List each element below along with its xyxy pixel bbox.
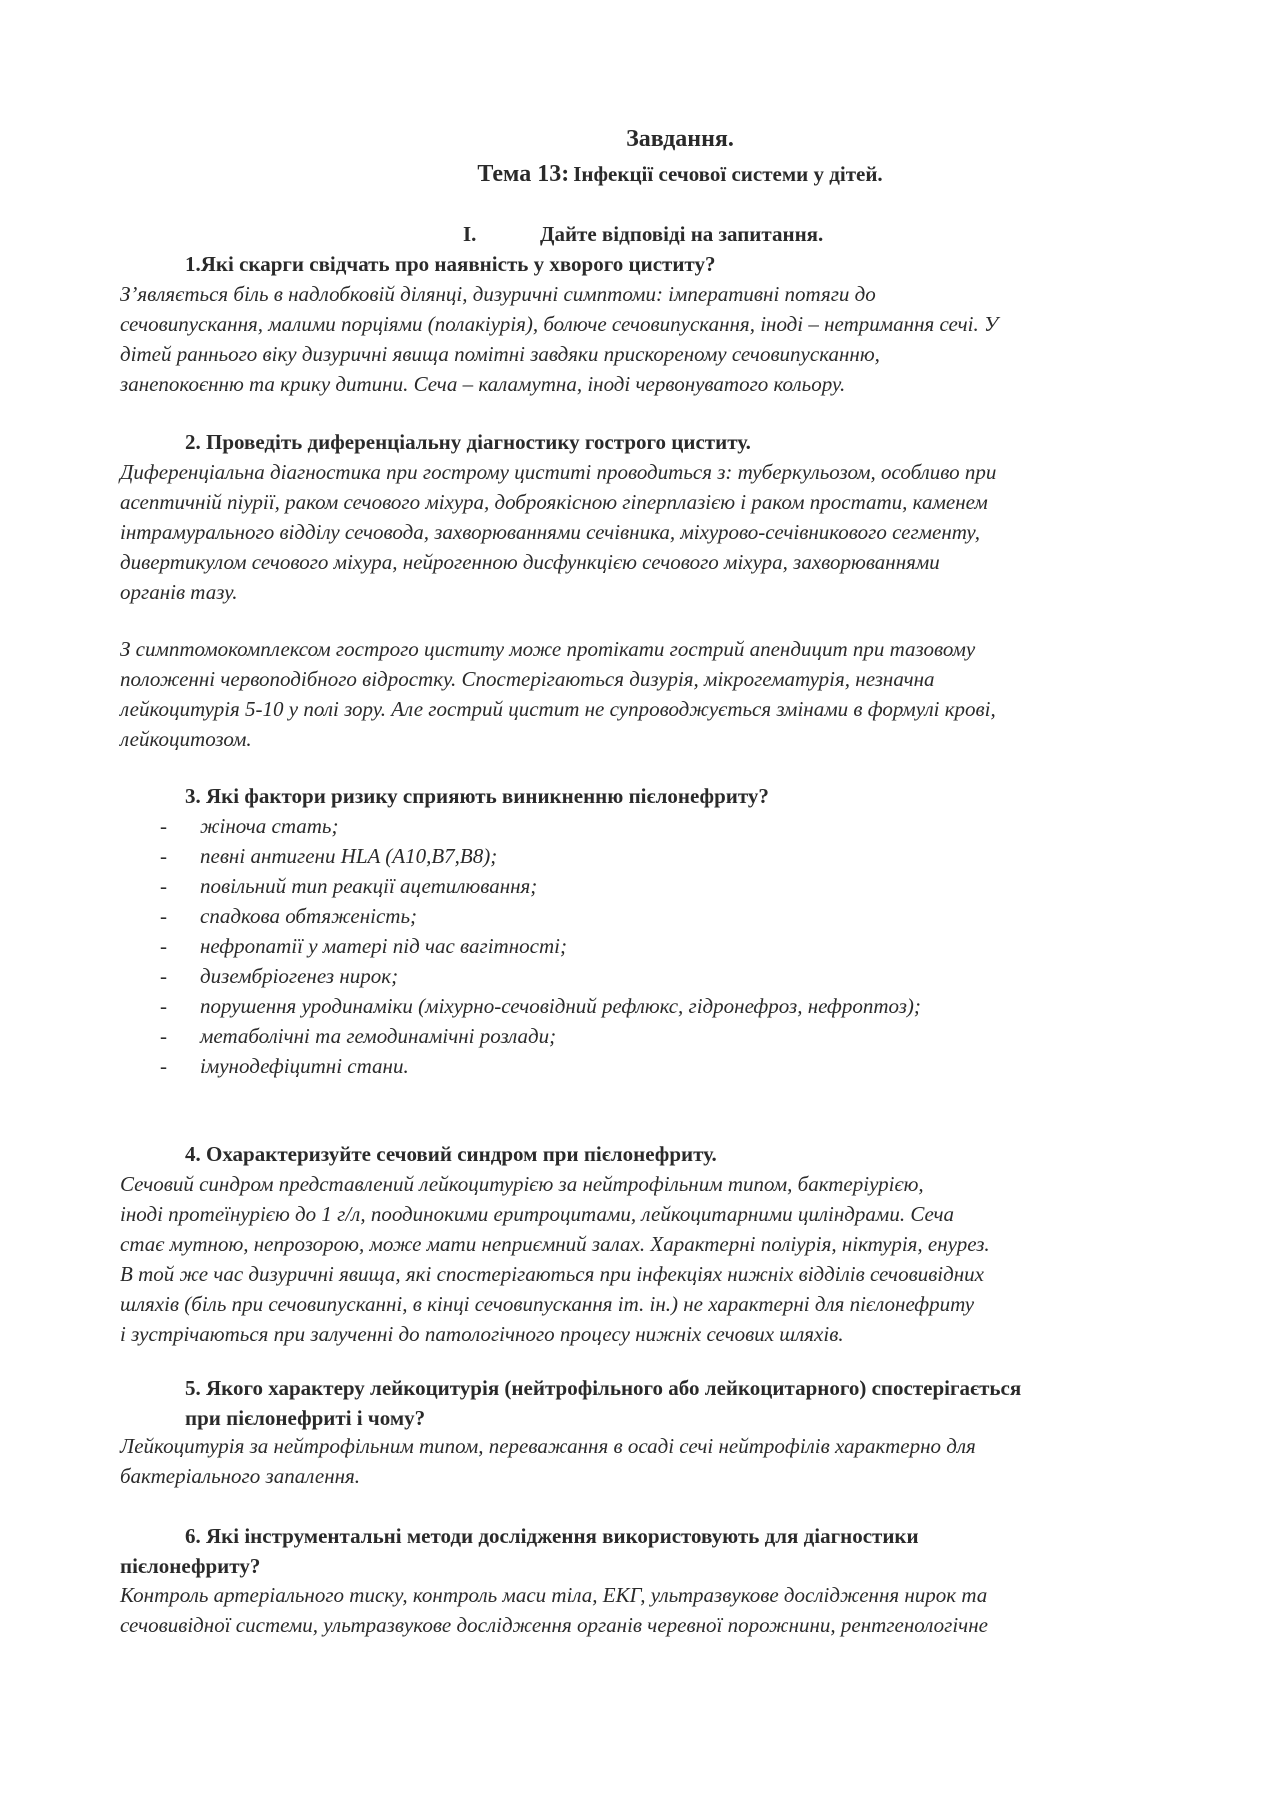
question-2: 2. Проведіть диференціальну діагностику гострого циститу.	[185, 430, 751, 454]
answer-5	[120, 1431, 976, 1491]
answer-line: Сечовий синдром представлений лейкоцитурією за нейтрофільним типом, бактеріурією,	[120, 1172, 924, 1196]
list-item-text: порушення уродинаміки (міхурно-сечовідний рефлюкс, гідронефроз, нефроптоз);	[200, 994, 921, 1018]
list-item-text: спадкова обтяженість;	[200, 904, 418, 928]
list-item	[160, 841, 921, 871]
answer-line: асептичній піурії, раком сечового міхура, доброякісною гіперплазією і раком простати, каменем	[120, 490, 988, 514]
answer-line: іноді протеїнурією до 1 г/л, поодинокими еритроцитами, лейкоцитарними циліндрами. Сеча	[120, 1202, 955, 1226]
question-6-continued: пієлонефриту?	[120, 1554, 261, 1578]
question-4: 4. Охарактеризуйте сечовий синдром при пієлонефриту.	[185, 1142, 717, 1166]
answer-line: положенні червоподібного відростку. Спостерігаються дизурія, мікрогематурія, незначна	[120, 667, 935, 691]
answer-line: Контроль артеріального тиску, контроль маси тіла, ЕКГ, ультразвукове дослідження нирок та	[120, 1583, 988, 1607]
question-3: 3. Які фактори ризику сприяють виникненню пієлонефриту?	[185, 784, 769, 808]
bullet-dash: -	[160, 1054, 167, 1078]
answer-line: лейкоцитурія 5-10 у полі зору. Але гострий цистит не супроводжується змінами в формулі крові,	[120, 697, 996, 721]
list-item	[160, 811, 921, 841]
bullet-dash: -	[160, 934, 167, 958]
list-item-text: жіноча стать;	[200, 814, 339, 838]
answer-line: З’являється біль в надлобковій ділянці, дизуричні симптоми: імперативні потяги до	[120, 282, 876, 306]
question-5	[185, 1373, 1021, 1433]
answer-line: занепокоєнню та крику дитини. Сеча – каламутна, іноді червонуватого кольору.	[120, 372, 846, 396]
answer-1	[120, 279, 998, 399]
list-item-text: метаболічні та гемодинамічні розлади;	[200, 1024, 557, 1048]
answer-2-continued	[120, 634, 996, 754]
bullet-dash: -	[160, 814, 167, 838]
answer-line: стає мутною, непрозорою, може мати неприємний залах. Характерні поліурія, ніктурія, енурез.	[120, 1232, 990, 1256]
bullet-dash: -	[160, 1024, 167, 1048]
list-item	[160, 961, 921, 991]
question-1: 1.Які скарги свідчать про наявність у хворого циститу?	[185, 252, 716, 276]
answer-line: Диференціальна діагностика при гострому циститі проводиться з: туберкульозом, особливо при	[120, 460, 997, 484]
answer-line: Лейкоцитурія за нейтрофільним типом, переважання в осаді сечі нейтрофілів характерно для	[120, 1434, 976, 1458]
answer-line: дітей раннього віку дизуричні явища помітні завдяки прискореному сечовипусканню,	[120, 342, 880, 366]
risk-factor-list	[160, 811, 921, 1081]
list-item-text: повільний тип реакції ацетилювання;	[200, 874, 538, 898]
question-6: 6. Які інструментальні методи дослідження використовують для діагностики	[185, 1524, 919, 1548]
list-item	[160, 871, 921, 901]
list-item-text: певні антигени HLA (A10,B7,B8);	[200, 844, 498, 868]
bullet-dash: -	[160, 874, 167, 898]
answer-6	[120, 1580, 988, 1640]
answer-2	[120, 457, 996, 607]
section-numeral: I.	[463, 222, 477, 246]
question-5-line: 5. Якого характеру лейкоцитурія (нейтрофільного або лейкоцитарного) спостерігається	[185, 1376, 1022, 1400]
list-item	[160, 991, 921, 1021]
answer-line: сечовивідної системи, ультразвукове дослідження органів черевної порожнини, рентгенологічне	[120, 1613, 988, 1637]
topic-heading	[0, 161, 1280, 188]
answer-line: З симптомокомплексом гострого циститу може протікати гострий апендицит при тазовому	[120, 637, 976, 661]
topic-label: Тема 13:	[477, 161, 570, 187]
page-title: Завдання.	[626, 126, 734, 152]
list-item-text: нефропатії у матері під час вагітності;	[200, 934, 567, 958]
answer-4	[120, 1169, 990, 1349]
bullet-dash: -	[160, 994, 167, 1018]
answer-line: В той же час дизуричні явища, які спостерігаються при інфекціях нижніх відділів сечовивідних	[120, 1262, 985, 1286]
answer-line: і зустрічаються при залученні до патологічного процесу нижніх сечових шляхів.	[120, 1322, 844, 1346]
list-item-text: імунодефіцитні стани.	[200, 1054, 409, 1078]
answer-line: бактеріального запалення.	[120, 1464, 361, 1488]
bullet-dash: -	[160, 904, 167, 928]
list-item-text: дизембріогенез нирок;	[200, 964, 399, 988]
topic-text: Інфекції сечової системи у дітей.	[573, 162, 883, 186]
list-item	[160, 931, 921, 961]
answer-line: дивертикулом сечового міхура, нейрогенною дисфункцією сечового міхура, захворюваннями	[120, 550, 940, 574]
bullet-dash: -	[160, 964, 167, 988]
answer-line: інтрамурального відділу сечовода, захворюваннями сечівника, міхурово-сечівникового сегменту,	[120, 520, 980, 544]
list-item	[160, 901, 921, 931]
answer-line: органів тазу.	[120, 580, 238, 604]
question-5-line: при пієлонефриті і чому?	[185, 1406, 426, 1430]
answer-line: шляхів (біль при сечовипусканні, в кінці сечовипускання іт. ін.) не характерні для пієлонефриту	[120, 1292, 975, 1316]
list-item	[160, 1051, 921, 1081]
bullet-dash: -	[160, 844, 167, 868]
answer-line: сечовипускання, малими порціями (полакіурія), болюче сечовипускання, іноді – нетримання сечі. У	[120, 312, 999, 336]
list-item	[160, 1021, 921, 1051]
section-heading: Дайте відповіді на запитання.	[540, 222, 824, 246]
answer-line: лейкоцитозом.	[120, 727, 252, 751]
